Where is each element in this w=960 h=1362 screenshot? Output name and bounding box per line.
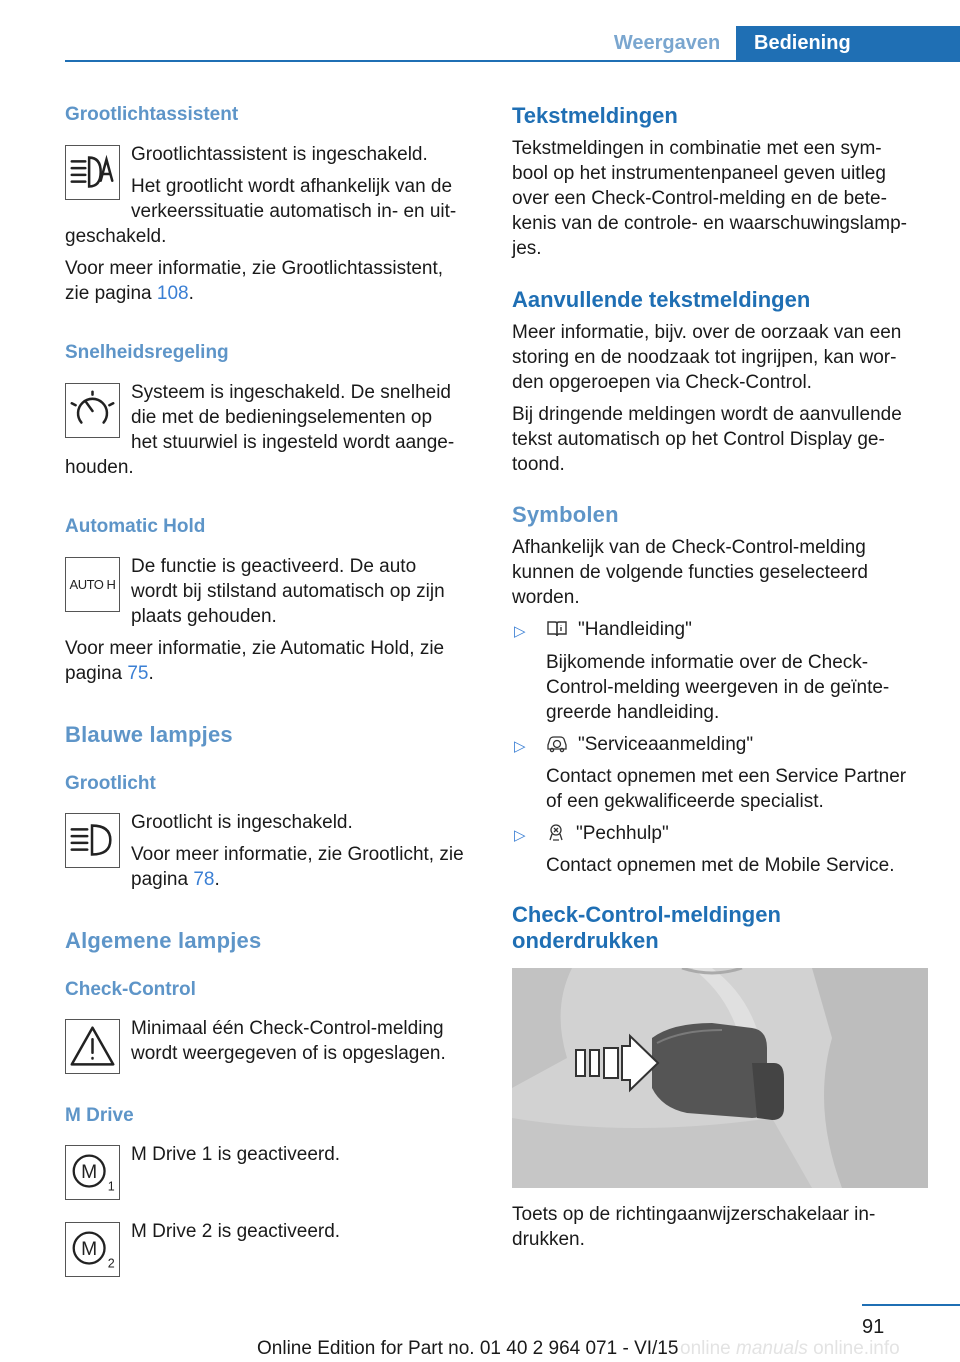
turn-signal-lever-illustration (512, 968, 928, 1188)
period: . (214, 869, 220, 890)
item-desc-1: Contact opnemen met de Mobile Service. (546, 855, 895, 876)
text-aanvullende-1: Meer informatie, bijv. over de oorzaak van een (512, 322, 902, 343)
text-check-1: Minimaal één Check-Control-melding (131, 1018, 444, 1039)
text-symbolen-1: Afhankelijk van de Check-Control-melding (512, 537, 866, 558)
caption-2: drukken. (512, 1229, 585, 1250)
bmw-service-car-icon (546, 733, 568, 753)
heading-snelheidsregeling: Snelheidsregeling (65, 342, 229, 363)
text-snelheid-1: Systeem is ingeschakeld. De snelheid (131, 382, 452, 403)
auto-hold-icon (65, 557, 120, 612)
heading-aanvullende: Aanvullende tekstmeldingen (512, 287, 811, 312)
text-grootlicht-2: Voor meer informatie, zie Grootlicht, zie (131, 844, 464, 865)
text-autohold-more-b (65, 661, 154, 686)
text-mdrive-2: M Drive 2 is geactiveerd. (131, 1221, 341, 1242)
text-tekst-4: kenis van de controle- en waarschuwingslamp- (512, 213, 907, 234)
more-prefix: pagina (131, 869, 194, 890)
list-item-serviceaanmelding (546, 732, 753, 757)
m-drive-1-icon-sub: 1 (107, 1179, 115, 1194)
text-aanvullende-4: Bij dringende meldingen wordt de aanvullende (512, 404, 902, 425)
text-grootlichtassistent-1: Grootlichtassistent is ingeschakeld. (131, 144, 428, 165)
page-link-78[interactable]: 78 (193, 869, 215, 890)
cruise-control-icon (65, 383, 120, 438)
header-rule (65, 60, 960, 62)
text-autohold-more-a: Voor meer informatie, zie Automatic Hold, zie (65, 638, 445, 659)
warning-triangle-icon (65, 1019, 120, 1074)
text-aanvullende-2: storing en de noodzaak tot ingrijpen, kan wor- (512, 347, 897, 368)
book-icon (546, 620, 568, 638)
heading-algemene-lampjes: Algemene lampjes (65, 928, 262, 953)
text-autohold-3: plaats gehouden. (131, 606, 277, 627)
auto-hold-icon-label: AUTO H (69, 577, 116, 592)
text-grootlichtassistent-2a: Het grootlicht wordt afhankelijk van de (131, 176, 453, 197)
heading-tekstmeldingen: Tekstmeldingen (512, 103, 678, 128)
roadside-assistance-icon (546, 822, 566, 842)
list-item-pechhulp (546, 821, 669, 846)
bullet-marker: ▷ (514, 827, 526, 844)
page-link-75[interactable]: 75 (127, 663, 149, 684)
item-title: "Handleiding" (578, 619, 692, 640)
text-tekst-1: Tekstmeldingen in combinatie met een sym- (512, 138, 882, 159)
bullet-marker: ▷ (514, 738, 526, 755)
more-prefix: zie pagina (65, 283, 157, 304)
period: . (188, 283, 194, 304)
m-drive-2-icon-m: M (81, 1238, 98, 1260)
item-desc-3: greerde handleiding. (546, 702, 720, 723)
text-symbolen-2: kunnen de volgende functies geselecteerd (512, 562, 868, 583)
text-tekst-5: jes. (512, 238, 542, 259)
text-grootlichtassistent-2c: geschakeld. (65, 226, 167, 247)
period: . (148, 663, 154, 684)
text-grootlichtassistent-more-a: Voor meer informatie, zie Grootlichtassistent, (65, 258, 444, 279)
text-snelheid-4: houden. (65, 457, 134, 478)
page-link-108[interactable]: 108 (156, 283, 189, 304)
text-symbolen-3: worden. (512, 587, 580, 608)
text-snelheid-3: het stuurwiel is ingesteld wordt aange- (131, 432, 455, 453)
list-item-handleiding (546, 617, 692, 642)
heading-symbolen: Symbolen (512, 502, 619, 527)
watermark: online manuals online.info (680, 1338, 900, 1359)
text-mdrive-1: M Drive 1 is geactiveerd. (131, 1144, 341, 1165)
item-desc-1: Bijkomende informatie over de Check- (546, 652, 869, 673)
edition-text: Online Edition for Part no. 01 40 2 964 071 - VI/15 (257, 1338, 679, 1359)
item-desc-2: Control-melding weergeven in de geïnte- (546, 677, 890, 698)
tab-weergaven[interactable]: Weergaven (613, 31, 721, 54)
text-aanvullende-3: den opgeroepen via Check-Control. (512, 372, 812, 393)
heading-check-control: Check-Control (65, 979, 196, 1000)
high-beam-assistant-icon (65, 145, 120, 200)
bullet-marker: ▷ (514, 623, 526, 640)
text-check-2: wordt weergegeven of is opgeslagen. (131, 1043, 446, 1064)
text-tekst-3: over een Check-Control-melding en de bete- (512, 188, 887, 209)
text-aanvullende-6: toond. (512, 454, 565, 475)
text-grootlicht-3 (131, 867, 220, 892)
caption-1: Toets op de richtingaanwijzerschakelaar in- (512, 1204, 876, 1225)
text-tekst-2: bool op het instrumentenpaneel geven uitleg (512, 163, 886, 184)
m-drive-1-icon (65, 1145, 120, 1200)
heading-blauwe-lampjes: Blauwe lampjes (65, 722, 233, 747)
item-desc-1: Contact opnemen met een Service Partner (546, 766, 907, 787)
m-drive-2-icon-sub: 2 (107, 1256, 115, 1271)
text-grootlichtassistent-more-b (65, 281, 194, 306)
m-drive-1-icon-m: M (81, 1161, 98, 1183)
item-desc-2: of een gekwalificeerde specialist. (546, 791, 824, 812)
more-prefix: pagina (65, 663, 128, 684)
heading-automatic-hold: Automatic Hold (65, 516, 206, 537)
m-drive-2-icon (65, 1222, 120, 1277)
heading-onderdrukken-1: Check-Control-meldingen (512, 902, 781, 927)
page-number: 91 (862, 1316, 885, 1338)
text-grootlicht-1: Grootlicht is ingeschakeld. (131, 812, 353, 833)
text-snelheid-2: die met de bedieningselementen op (131, 407, 433, 428)
heading-onderdrukken-2: onderdrukken (512, 928, 659, 953)
tab-bediening[interactable]: Bediening (736, 26, 960, 60)
footer-rule (862, 1304, 960, 1306)
text-aanvullende-5: tekst automatisch op het Control Display ge- (512, 429, 885, 450)
high-beam-icon (65, 813, 120, 868)
item-title: "Pechhulp" (576, 823, 669, 844)
heading-grootlicht: Grootlicht (65, 773, 156, 794)
text-grootlichtassistent-2b: verkeerssituatie automatisch in- en uit- (131, 201, 457, 222)
item-title: "Serviceaanmelding" (578, 734, 754, 755)
text-autohold-1: De functie is geactiveerd. De auto (131, 556, 417, 577)
text-autohold-2: wordt bij stilstand automatisch op zijn (131, 581, 445, 602)
heading-grootlichtassistent: Grootlichtassistent (65, 104, 239, 125)
heading-m-drive: M Drive (65, 1105, 134, 1126)
